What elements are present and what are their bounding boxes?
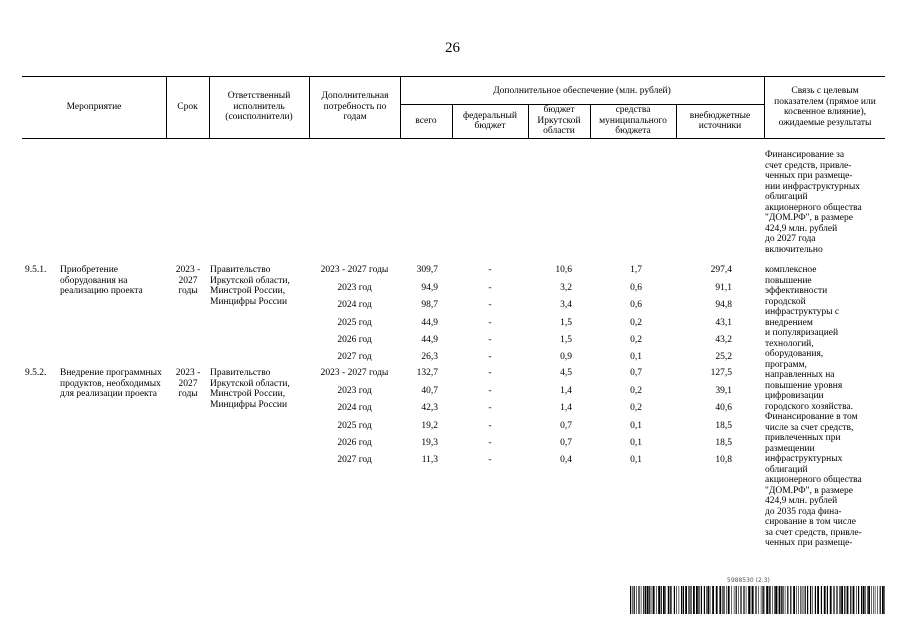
regional-value: 10,6 [555,265,572,275]
extra-value: 297,4 [710,265,732,275]
total-value: 42,3 [421,403,438,413]
extra-value: 25,2 [715,352,732,362]
municipal-value: 0,1 [630,455,642,465]
federal-value: - [488,386,492,396]
header-federal: федеральный бюджет [463,110,517,131]
municipal-value: 0,1 [630,438,642,448]
header-term: Срок [177,101,198,112]
municipal-value: 0,2 [630,318,642,328]
measure-executor: Правительство Иркутской области, Минстрой России, Минцифры России [210,368,290,410]
header-extra: внебюджетные источники [689,110,751,131]
municipal-value: 0,2 [630,386,642,396]
municipal-value: 0,1 [630,352,642,362]
col-divider [309,76,310,138]
measure-name: Внедрение программных продуктов, необходимых для реализации проекта [60,368,162,399]
municipal-value: 0,6 [630,283,642,293]
measure-name: Приобретение оборудования на реализацию проекта [60,265,143,296]
extra-value: 18,5 [715,438,732,448]
federal-value: - [488,335,492,345]
extra-value: 127,5 [710,368,732,378]
year-label: 2024 год [337,300,372,310]
row-number: 9.5.1. [25,265,47,275]
header-municipal: средства муниципального бюджета [599,105,667,137]
year-label: 2027 год [337,455,372,465]
col-divider [764,76,765,138]
federal-value: - [488,318,492,328]
year-label: 2023 год [337,386,372,396]
municipal-value: 1,7 [630,265,642,275]
year-label: 2024 год [337,403,372,413]
extra-value: 18,5 [715,421,732,431]
total-value: 19,2 [421,421,438,431]
municipal-value: 0,7 [630,368,642,378]
federal-value: - [488,265,492,275]
barcode-caption: 5988530 (2.3) [727,577,770,584]
regional-value: 3,4 [560,300,572,310]
municipal-value: 0,2 [630,403,642,413]
header-measure: Мероприятие [66,101,122,112]
header-top-rule [22,76,885,77]
col-divider [590,104,591,138]
federal-value: - [488,283,492,293]
col-divider [676,104,677,138]
page-number: 26 [445,40,460,56]
regional-value: 0,7 [560,421,572,431]
extra-value: 91,1 [715,283,732,293]
results-note: комплексное повышение эффективности городской инфраструктуры с внедрением и популяризацией технологий, оборудования, программ, направленных на повышение уровня цифровизации городского хозяйства. Финансирование в том числе за счет средств, привлеченных при размещении инфраструктурных облигаций акционерного общества "ДОМ.РФ", в размере 424,9 млн. рублей до 2035 года фина- сирование в том числе за счет средств, привле- ченных при размеще- [765,265,862,548]
federal-value: - [488,438,492,448]
extra-value: 43,1 [715,318,732,328]
federal-value: - [488,352,492,362]
col-divider [528,104,529,138]
year-label: 2025 год [337,421,372,431]
row-number: 9.5.2. [25,368,47,378]
year-label: 2023 год [337,283,372,293]
col-divider [209,76,210,138]
municipal-value: 0,6 [630,300,642,310]
regional-value: 1,5 [560,335,572,345]
year-label: 2025 год [337,318,372,328]
municipal-value: 0,1 [630,421,642,431]
header-executor: Ответственный исполнитель (соисполнители) [225,91,293,123]
regional-value: 1,4 [560,386,572,396]
year-label: 2026 год [337,335,372,345]
regional-value: 0,4 [560,455,572,465]
regional-value: 1,5 [560,318,572,328]
total-value: 98,7 [421,300,438,310]
regional-value: 0,7 [560,438,572,448]
extra-value: 40,6 [715,403,732,413]
total-value: 132,7 [416,368,438,378]
barcode [630,586,885,614]
year-label: 2023 - 2027 годы [320,265,389,275]
header-funding-group: Дополнительное обеспечение (млн. рублей) [493,85,671,96]
total-value: 40,7 [421,386,438,396]
header-bottom-rule [22,138,885,139]
measure-term: 2023 - 2027 годы [175,368,201,399]
federal-value: - [488,368,492,378]
total-value: 309,7 [416,265,438,275]
extra-value: 94,8 [715,300,732,310]
municipal-value: 0,2 [630,335,642,345]
total-value: 11,3 [421,455,438,465]
total-value: 94,9 [421,283,438,293]
federal-value: - [488,421,492,431]
extra-value: 10,8 [715,455,732,465]
regional-value: 4,5 [560,368,572,378]
total-value: 19,3 [421,438,438,448]
extra-value: 39,1 [715,386,732,396]
header-total: всего [415,115,437,126]
total-value: 44,9 [421,318,438,328]
total-value: 44,9 [421,335,438,345]
regional-value: 0,9 [560,352,572,362]
federal-value: - [488,300,492,310]
measure-term: 2023 - 2027 годы [175,265,201,296]
federal-value: - [488,403,492,413]
top-note: Финансирование за счет средств, привле- ченных при размеще- нии инфраструктурных облигаций акционерного общества "ДОМ.РФ", в размере 424,9 млн. рублей до 2027 года включительно [765,150,862,255]
regional-value: 1,4 [560,403,572,413]
header-need: Дополнительная потребность по годам [321,91,389,123]
col-divider [452,104,453,138]
year-label: 2027 год [337,352,372,362]
extra-value: 43,2 [715,335,732,345]
year-label: 2026 год [337,438,372,448]
regional-value: 3,2 [560,283,572,293]
year-label: 2023 - 2027 годы [320,368,389,378]
measure-executor: Правительство Иркутской области, Минстрой России, Минцифры России [210,265,290,307]
federal-value: - [488,455,492,465]
header-regional: бюджет Иркутской области [537,105,581,137]
total-value: 26,3 [421,352,438,362]
header-results: Связь с целевым показателем (прямое или косвенное влияние), ожидаемые результаты [774,86,876,128]
